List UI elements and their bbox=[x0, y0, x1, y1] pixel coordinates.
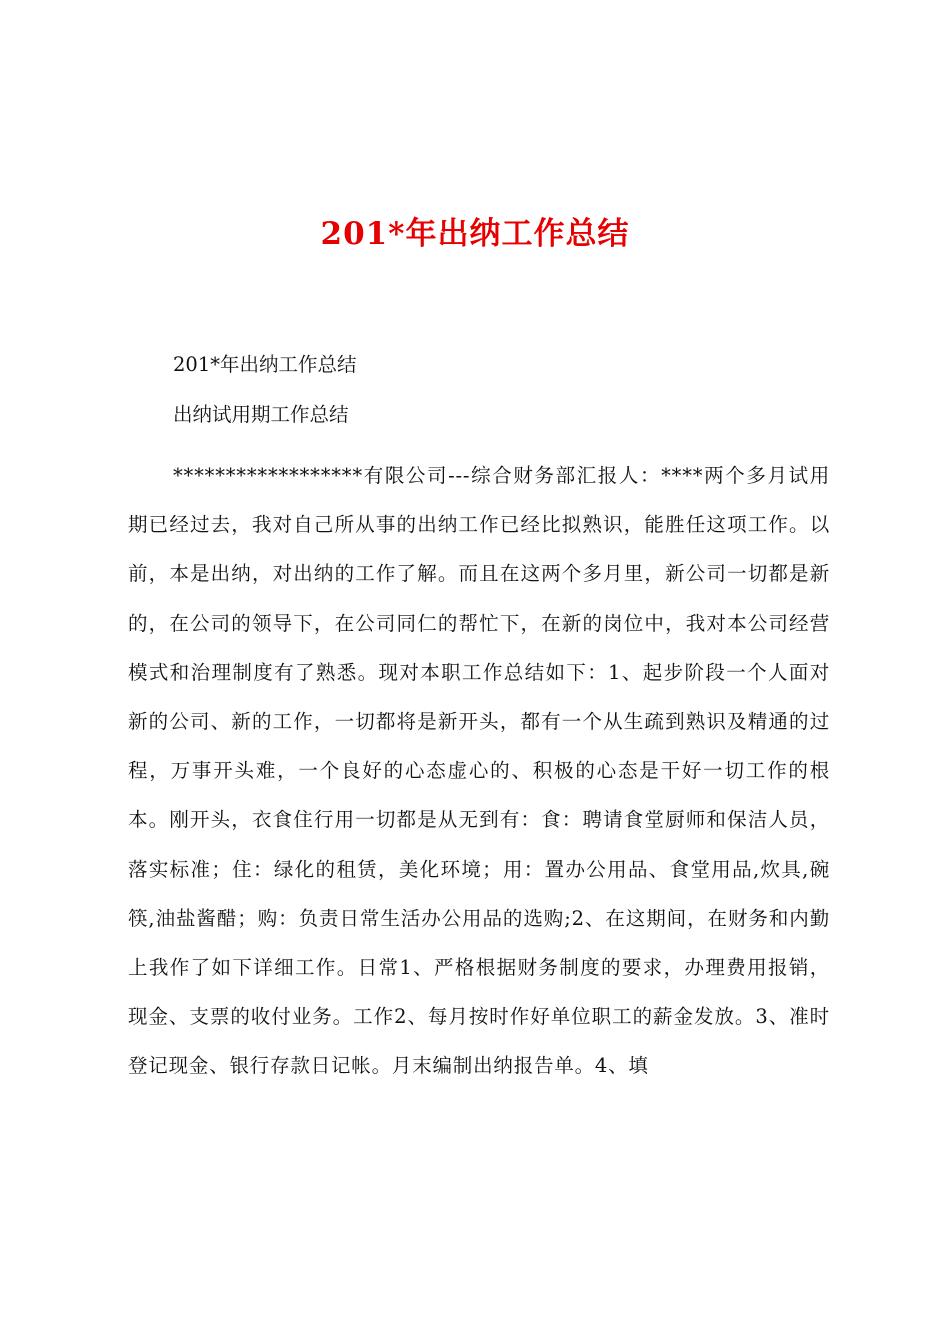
document-title: 201*年出纳工作总结 bbox=[320, 216, 630, 252]
document-subtitle: 201*年出纳工作总结 bbox=[173, 353, 357, 376]
document-body-paragraph: ******************有限公司---综合财务部汇报人：****两个多月试用期已经过去，我对自己所从事的出纳工作已经比拟熟识，能胜任这项工作。以前，本是出纳，对出纳的工作了解。而且在这两个多月里，新公司一切都是新的，在公司的领导下，在公司同仁的帮忙下，在新的岗位中，我对本公司经营模式和治理制度有了熟悉。现对本职工作总结如下：1、起步阶段一个人面对新的公司、新的工作，一切都将是新开头，都有一个从生疏到熟识及精通的过程，万事开头难，一个良好的心态虚心的、积极的心态是干好一切工作的根本。刚开头，衣食住行用一切都是从无到有：食：聘请食堂厨师和保洁人员，落实标准；住：绿化的租赁，美化环境；用：置办公用品、食堂用品,炊具,碗筷,油盐酱醋；购：负责日常生活办公用品的选购;2、在这期间，在财务和内勤上我作了如下详细工作。日常1、严格根据财务制度的要求，办理费用报销，现金、支票的收付业务。工作2、每月按时作好单位职工的薪金发放。3、准时登记现金、银行存款日记帐。月末编制出纳报告单。4、填 bbox=[128, 464, 830, 1078]
document-subheading: 出纳试用期工作总结 bbox=[173, 403, 349, 426]
